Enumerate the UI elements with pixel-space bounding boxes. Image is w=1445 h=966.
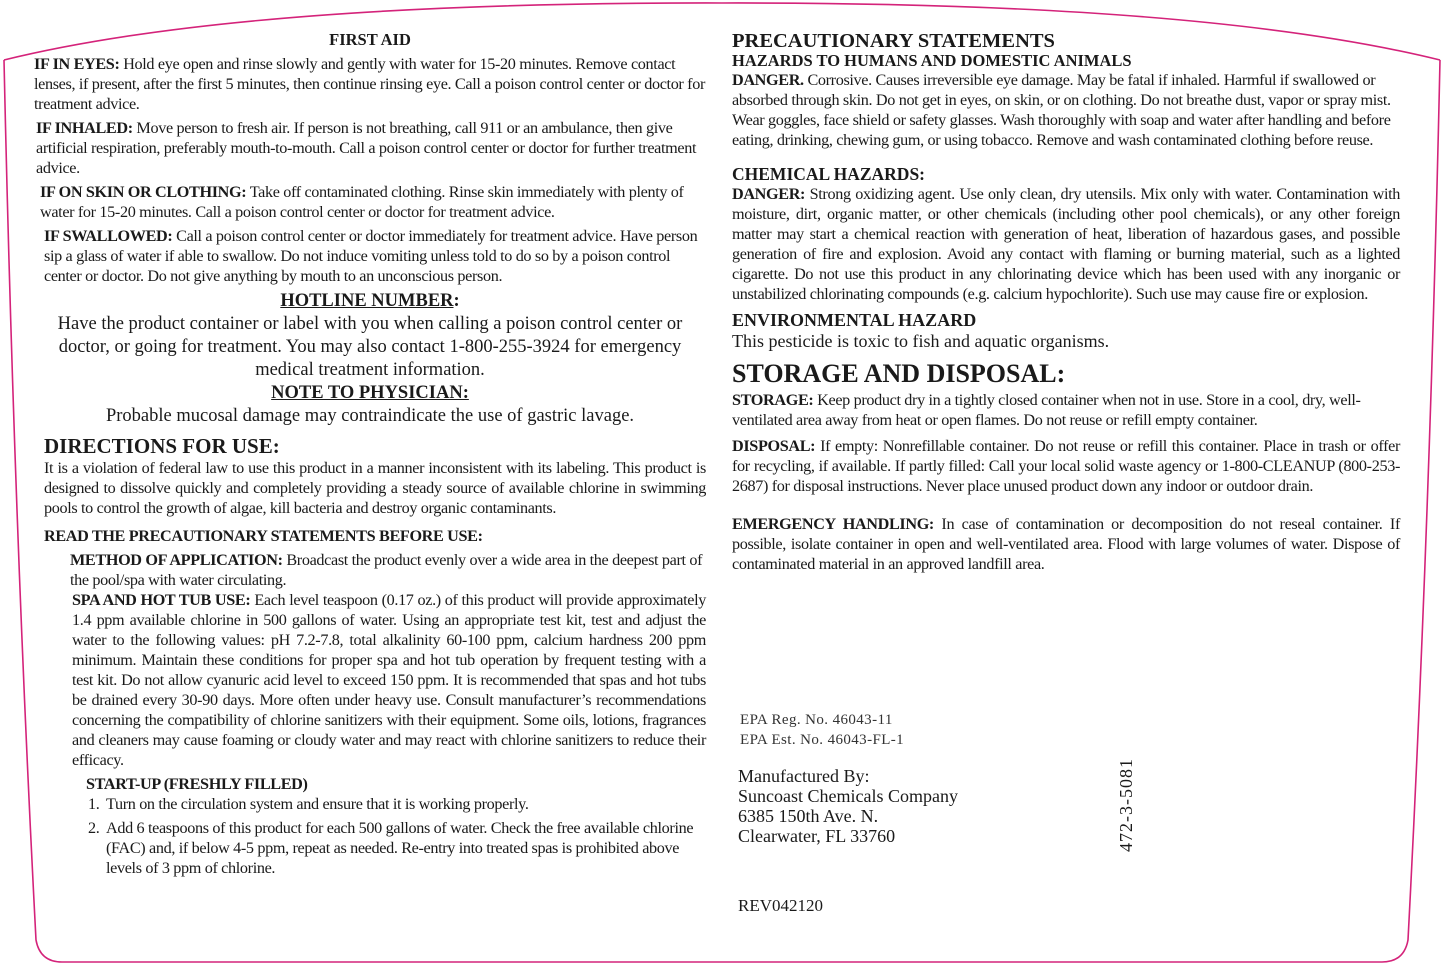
step-number: 1.	[88, 795, 100, 813]
storage-text: Keep product dry in a tightly closed container when not in use. Store in a cool, dry, well-ventilated area away from heat or open flames. Do not reuse or refill empty container.	[732, 391, 1361, 429]
right-column	[732, 30, 1400, 574]
eyes-label: IF IN EYES:	[34, 55, 120, 73]
emergency-text: In case of contamination or decomposition do not reseal container. If possible, isolate container in open and well-ventilated area. Flood with large volumes of water. Dispose of contaminated material in an approved landfill area.	[732, 515, 1401, 573]
environmental-hazard-title: ENVIRONMENTAL HAZARD	[732, 310, 977, 330]
directions-title: DIRECTIONS FOR USE:	[44, 434, 280, 458]
manufacturer-street: 6385 150th Ave. N.	[738, 806, 879, 826]
product-code: 472-3-5081	[1116, 758, 1136, 852]
left-column	[34, 30, 706, 878]
eyes-text: Hold eye open and rinse slowly and gently with water for 15-20 minutes. Remove contact lenses, if present, after the first 5 minutes, then continue rinsing eye. Call a poison control center or doctor for treatment advice.	[34, 55, 705, 113]
skin-label: IF ON SKIN OR CLOTHING:	[40, 183, 247, 201]
hotline-title-text: HOTLINE NUMBER	[280, 291, 454, 311]
swallowed-label: IF SWALLOWED:	[44, 227, 173, 245]
precautionary-title: PRECAUTIONARY STATEMENTS	[732, 30, 1055, 52]
directions-text: It is a violation of federal law to use this product in a manner inconsistent with its labeling. This product is designed to dissolve quickly and completely providing a steady source of available chlorine in swimming pools to control the growth of algae, kill bacteria and destroy organic contaminants.	[44, 459, 706, 517]
disposal-paragraph	[732, 436, 1400, 496]
manufacturer-company: Suncoast Chemicals Company	[738, 786, 958, 806]
method-text: Broadcast the product evenly over a wide area in the deepest part of the pool/spa with water circulating.	[70, 551, 703, 589]
step-number: 2.	[88, 819, 100, 837]
storage-disposal-title: STORAGE AND DISPOSAL:	[732, 359, 1066, 388]
step-text: Turn on the circulation system and ensure that it is working properly.	[106, 795, 529, 813]
disposal-text: If empty: Nonrefillable container. Do not reuse or refill this container. Place in trash or offer for recycling, if available. If partly filled: Call your local solid waste agency or 1-800-CLEANUP (800-253-2687) for disposal instructions. Never place unused product down any indoor or outdoor drain.	[732, 437, 1400, 495]
spa-label: SPA AND HOT TUB USE:	[72, 591, 251, 609]
epa-est-number: EPA Est. No. 46043-FL-1	[740, 732, 905, 748]
manufacturer-label: Manufactured By:	[738, 766, 870, 786]
disposal-label: DISPOSAL:	[732, 437, 816, 455]
hotline-text: Have the product container or label with you when calling a poison control center or doctor, or going for treatment. You may also contact 1-800-255-3924 for emergency medical treatment information.	[57, 314, 683, 380]
list-item	[84, 818, 706, 878]
first-aid-title: FIRST AID	[329, 30, 411, 49]
hotline-title	[34, 290, 706, 313]
manufacturer-city: Clearwater, FL 33760	[738, 826, 896, 846]
precautionary-subtitle: HAZARDS TO HUMANS AND DOMESTIC ANIMALS	[732, 51, 1132, 70]
inhaled-label: IF INHALED:	[36, 119, 133, 137]
spa-hot-tub-use	[72, 590, 706, 770]
physician-title: NOTE TO PHYSICIAN:	[271, 383, 469, 403]
first-aid-swallowed	[44, 226, 706, 286]
environmental-hazard-text: This pesticide is toxic to fish and aquatic organisms.	[732, 331, 1110, 351]
precautionary-danger	[732, 70, 1400, 150]
epa-registration	[740, 710, 904, 750]
method-of-application	[70, 550, 706, 590]
chemical-danger-text: Strong oxidizing agent. Use only clean, dry utensils. Mix only with water. Contamination with moisture, dirt, organic matter, or other chemicals (including other pool chemicals), or any other foreign matter may start a chemical reaction with generation of heat, liberation of hazardous gases, and possible generation of fire and explosion. Avoid any contact with flaming or burning material, such as a lighted cigarette. Do not use this product in any chlorinating device which has been used with any inorganic or unstabilized chlorinating compounds (e.g. calcium hypochlorite). Such use may cause fire or explosion.	[732, 185, 1400, 303]
first-aid-inhaled	[36, 118, 706, 178]
emergency-handling-paragraph	[732, 514, 1400, 574]
storage-label: STORAGE:	[732, 391, 814, 409]
manufacturer-block	[738, 766, 958, 846]
hotline-colon: :	[453, 291, 460, 311]
chemical-hazards-title: CHEMICAL HAZARDS:	[732, 164, 926, 184]
skin-text: Take off contaminated clothing. Rinse skin immediately with plenty of water for 15-20 minutes. Call a poison control center or doctor for treatment advice.	[40, 183, 684, 221]
danger-label: DANGER.	[732, 71, 804, 89]
epa-reg-number: EPA Reg. No. 46043-11	[740, 712, 893, 728]
spa-text: Each level teaspoon (0.17 oz.) of this product will provide approximately 1.4 ppm available chlorine in 500 gallons of water. Using an appropriate test kit, test and adjust the water to the following values: pH 7.2-7.8, total alkalinity 60-100 ppm, calcium hardness 200 ppm minimum. Maintain these conditions for proper spa and hot tub operation by frequent testing with a test kit. Do not allow cyanuric acid level to exceed 150 ppm. It is recommended that spas and hot tubs be drained every 30-90 days. More often under heavy use. Consult manufacturer’s recommendations concerning the compatibility of chlorine sanitizers with their equipment. Some oils, lotions, fragrances and cleaners may cause foaming or cloudy water and may react with chlorine sanitizers to reduce their efficacy.	[72, 591, 706, 769]
emergency-label: EMERGENCY HANDLING:	[732, 515, 934, 533]
startup-title: START-UP (FRESHLY FILLED)	[86, 775, 308, 793]
first-aid-skin	[40, 182, 706, 222]
chemical-danger	[732, 184, 1400, 304]
inhaled-text: Move person to fresh air. If person is not breathing, call 911 or an ambulance, then give artificial respiration, preferably mouth-to-mouth. Call a poison control center or doctor for further treatment advice.	[36, 119, 697, 177]
storage-paragraph	[732, 390, 1400, 430]
read-precautions-heading: READ THE PRECAUTIONARY STATEMENTS BEFORE USE:	[44, 527, 483, 545]
first-aid-eyes	[34, 54, 706, 114]
chemical-danger-label: DANGER:	[732, 185, 806, 203]
method-label: METHOD OF APPLICATION:	[70, 551, 283, 569]
revision-code: REV042120	[738, 896, 823, 915]
danger-text: Corrosive. Causes irreversible eye damage. May be fatal if inhaled. Harmful if swallowed or absorbed through skin. Do not get in eyes, on skin, or on clothing. Do not breathe dust, vapor or spray mist. Wear goggles, face shield or safety glasses. Wash thoroughly with soap and water after handling and before eating, drinking, chewing gum, or using tobacco. Remove and wash contaminated clothing before reuse.	[732, 71, 1391, 149]
swallowed-text: Call a poison control center or doctor immediately for treatment advice. Have person sip a glass of water if able to swallow. Do not induce vomiting unless told to do so by a poison control center or doctor. Do not give anything by mouth to an unconscious person.	[44, 227, 698, 285]
startup-steps	[84, 794, 706, 878]
step-text: Add 6 teaspoons of this product for each 500 gallons of water. Check the free available chlorine (FAC) and, if below 4-5 ppm, repeat as needed. Re-entry into treated spas is prohibited above levels of 3 ppm of chlorine.	[106, 819, 694, 877]
physician-text: Probable mucosal damage may contraindicate the use of gastric lavage.	[105, 406, 635, 426]
list-item	[84, 794, 706, 814]
